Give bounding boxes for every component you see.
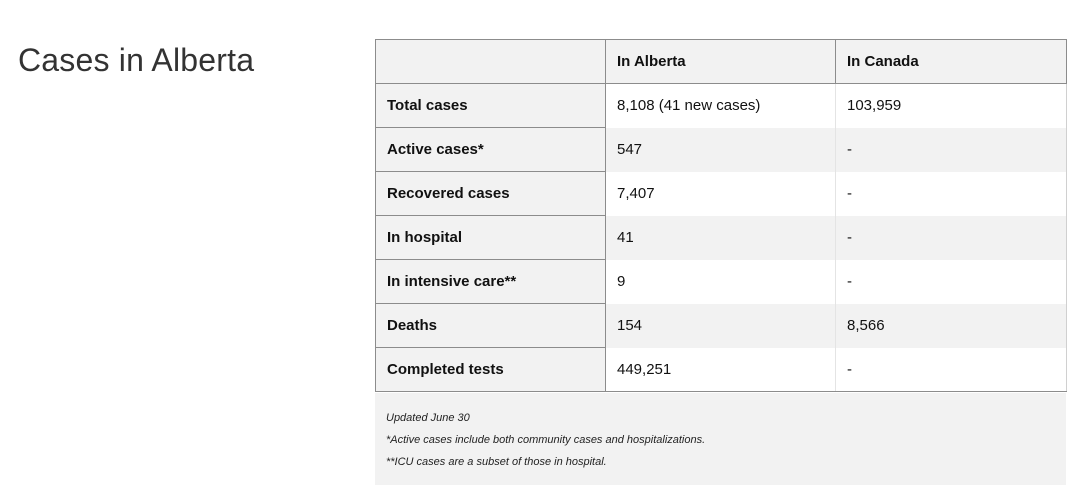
alberta-value: 547 <box>606 128 836 172</box>
header-cell-empty <box>376 40 606 84</box>
footnote-icu-cases: **ICU cases are a subset of those in hospital. <box>386 456 607 468</box>
table-header <box>376 40 1067 84</box>
updated-date: Updated June 30 <box>386 412 470 424</box>
table-row <box>376 216 1067 260</box>
alberta-value: 9 <box>606 260 836 304</box>
alberta-value: 449,251 <box>606 348 836 392</box>
table-row <box>376 304 1067 348</box>
canada-value: 8,566 <box>836 304 1067 348</box>
footnote-active-cases: *Active cases include both community cases and hospitalizations. <box>386 434 706 446</box>
table-body <box>376 84 1067 392</box>
alberta-value: 8,108 (41 new cases) <box>606 84 836 128</box>
row-label: Deaths <box>376 304 606 348</box>
alberta-value: 7,407 <box>606 172 836 216</box>
header-row <box>376 40 1067 84</box>
row-label: In intensive care** <box>376 260 606 304</box>
canada-value: 103,959 <box>836 84 1067 128</box>
cases-table-container <box>375 39 1066 485</box>
row-label: In hospital <box>376 216 606 260</box>
canada-value: - <box>836 128 1067 172</box>
table-row <box>376 128 1067 172</box>
table-notes <box>375 393 1066 485</box>
canada-value: - <box>836 260 1067 304</box>
header-cell-canada: In Canada <box>836 40 1067 84</box>
table-row <box>376 84 1067 128</box>
table-row <box>376 172 1067 216</box>
page-title: Cases in Alberta <box>18 42 255 78</box>
canada-value: - <box>836 348 1067 392</box>
alberta-value: 154 <box>606 304 836 348</box>
row-label: Recovered cases <box>376 172 606 216</box>
row-label: Active cases* <box>376 128 606 172</box>
row-label: Completed tests <box>376 348 606 392</box>
row-label: Total cases <box>376 84 606 128</box>
canada-value: - <box>836 172 1067 216</box>
table-row <box>376 260 1067 304</box>
canada-value: - <box>836 216 1067 260</box>
table-row <box>376 348 1067 392</box>
header-cell-alberta: In Alberta <box>606 40 836 84</box>
cases-table <box>375 39 1067 392</box>
alberta-value: 41 <box>606 216 836 260</box>
